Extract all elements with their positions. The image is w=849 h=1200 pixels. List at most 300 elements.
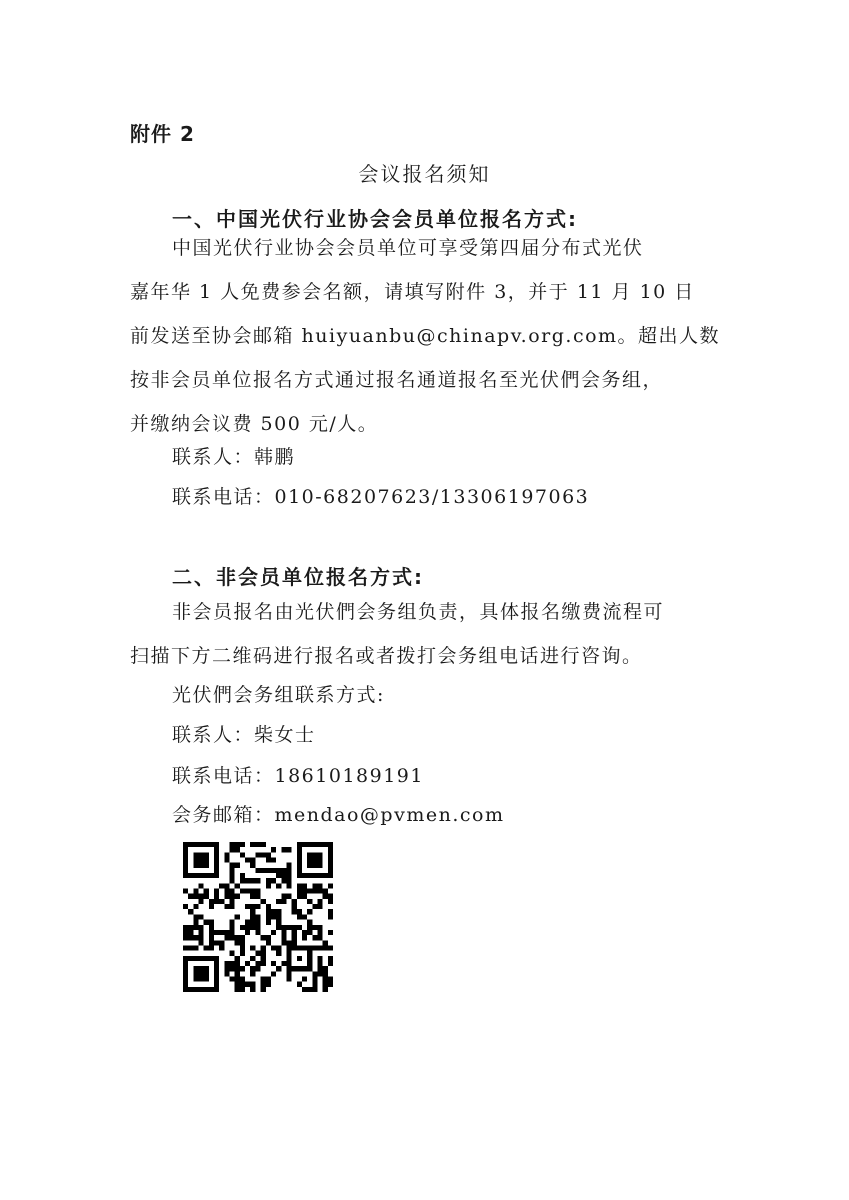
qr-module [250,945,255,950]
qr-module [276,951,281,956]
qr-module [204,873,209,878]
qr-module [271,971,276,976]
qr-module [230,904,235,909]
qr-module [261,976,266,981]
qr-module [286,951,291,956]
qr-module [230,966,235,971]
qr-module [230,847,235,852]
qr-module [297,863,302,868]
qr-module [214,842,219,847]
qr-module [199,966,204,971]
qr-module [302,935,307,940]
qr-module [255,914,260,919]
qr-module [261,852,266,857]
qr-module [183,956,188,961]
qr-module [230,899,235,904]
qr-module [323,945,328,950]
qr-module [250,904,255,909]
qr-module [297,914,302,919]
qr-module [250,894,255,899]
qr-module [271,909,276,914]
qr-module [271,930,276,935]
qr-module [317,956,322,961]
qr-module [209,987,214,992]
qr-module [204,976,209,981]
qr-module [271,858,276,863]
section-2-contact-title: 光伏們会务组联系方式: [172,684,385,706]
qr-module [224,858,229,863]
qr-module [230,863,235,868]
qr-module [188,945,193,950]
qr-module [214,930,219,935]
qr-module [245,878,250,883]
qr-module [204,987,209,992]
page-title: 会议报名须知 [358,162,491,186]
qr-module [219,940,224,945]
qr-module [224,930,229,935]
qr-module [276,883,281,888]
qr-module [281,878,286,883]
qr-module [255,852,260,857]
qr-module [183,852,188,857]
qr-module [240,940,245,945]
qr-module [292,909,297,914]
qr-module [312,925,317,930]
qr-module [261,842,266,847]
qr-module [193,920,198,925]
qr-module [250,987,255,992]
qr-module [328,914,333,919]
qr-module [281,868,286,873]
qr-module [230,873,235,878]
qr-module [266,852,271,857]
qr-module [235,966,240,971]
qr-module [209,873,214,878]
qr-module [317,883,322,888]
qr-module [209,842,214,847]
qr-module [323,976,328,981]
qr-module [235,863,240,868]
qr-module [230,935,235,940]
qr-module [193,873,198,878]
qr-module [255,878,260,883]
qr-module [328,852,333,857]
section-2-contact-email: 会务邮箱：mendao@pvmen.com [172,804,505,826]
qr-module [235,987,240,992]
section-2-contact-phone: 联系电话：18610189191 [172,765,424,787]
qr-module [199,863,204,868]
qr-module [199,976,204,981]
qr-module [204,842,209,847]
qr-module [323,987,328,992]
qr-module [204,920,209,925]
paragraph-line: 前发送至协会邮箱 huiyuanbu@chinapv.org.com。超出人数 [130,325,721,347]
qr-module [193,914,198,919]
qr-module [266,883,271,888]
qr-module [209,935,214,940]
qr-module [297,847,302,852]
qr-module [188,956,193,961]
qr-module [230,894,235,899]
qr-module [286,894,291,899]
qr-module [261,951,266,956]
qr-module [312,945,317,950]
qr-module [209,899,214,904]
qr-module [317,904,322,909]
qr-module [261,899,266,904]
qr-module [276,925,281,930]
qr-module [271,847,276,852]
qr-module [307,956,312,961]
qr-module [286,956,291,961]
qr-module [255,868,260,873]
qr-module [307,920,312,925]
qr-module [312,935,317,940]
qr-module [307,852,312,857]
qr-module [250,971,255,976]
qr-module [235,971,240,976]
qr-module [214,987,219,992]
qr-module [224,904,229,909]
qr-module [214,894,219,899]
qr-module [183,971,188,976]
qr-module [286,940,291,945]
qr-module [193,842,198,847]
qr-module [250,858,255,863]
qr-module [224,971,229,976]
qr-module [281,873,286,878]
qr-module [302,883,307,888]
section-2-paragraph [130,590,717,678]
qr-module [209,945,214,950]
qr-module [286,868,291,873]
qr-module [235,940,240,945]
qr-module [312,858,317,863]
qr-module [188,925,193,930]
qr-module [245,904,250,909]
qr-module [292,899,297,904]
qr-module [312,971,317,976]
paragraph-line: 中国光伏行业协会会员单位可享受第四届分布式光伏 [172,237,644,259]
qr-module [266,982,271,987]
section-1-contact-phone: 联系电话：010-68207623/13306197063 [172,486,590,508]
qr-module [214,976,219,981]
qr-module [193,894,198,899]
qr-module [193,925,198,930]
qr-module [235,842,240,847]
qr-module [328,982,333,987]
qr-module [297,873,302,878]
qr-module [214,858,219,863]
qr-module [219,883,224,888]
qr-module [183,847,188,852]
qr-module [271,868,276,873]
qr-module [235,847,240,852]
qr-module [297,842,302,847]
qr-module [297,945,302,950]
qr-module [281,894,286,899]
qr-module [328,883,333,888]
qr-module [214,863,219,868]
qr-module [271,945,276,950]
qr-module [245,961,250,966]
qr-module [245,930,250,935]
qr-module [193,889,198,894]
qr-module [240,842,245,847]
qr-module [312,883,317,888]
qr-module [235,961,240,966]
qr-module [328,868,333,873]
qr-module [317,961,322,966]
qr-module [250,925,255,930]
qr-module [266,920,271,925]
qr-module [224,966,229,971]
qr-module [312,987,317,992]
qr-module [250,889,255,894]
qr-module [323,971,328,976]
attachment-label: 附件 2 [130,122,195,146]
qr-module [188,842,193,847]
qr-module [271,878,276,883]
qr-module [307,858,312,863]
qr-module [204,966,209,971]
qr-module [328,899,333,904]
qr-module [240,987,245,992]
qr-module [276,966,281,971]
qr-module [230,889,235,894]
qr-module [302,987,307,992]
qr-module [323,940,328,945]
qr-module [240,878,245,883]
qr-module [224,935,229,940]
qr-module [317,945,322,950]
qr-module [199,925,204,930]
qr-module [292,935,297,940]
qr-module [271,961,276,966]
qr-module [328,873,333,878]
qr-module [317,863,322,868]
qr-module [214,966,219,971]
qr-module [230,930,235,935]
qr-module [286,976,291,981]
qr-module [307,945,312,950]
qr-module [323,982,328,987]
qr-module [235,976,240,981]
qr-module [261,956,266,961]
qr-module [328,863,333,868]
qr-module [261,868,266,873]
qr-module [302,894,307,899]
qr-module [261,935,266,940]
paragraph-line: 非会员报名由光伏們会务组负责，具体报名缴费流程可 [172,601,665,623]
qr-module [317,873,322,878]
qr-module [214,899,219,904]
qr-module [323,966,328,971]
qr-module [297,883,302,888]
qr-module [292,966,297,971]
qr-module [255,894,260,899]
qr-module [276,945,281,950]
qr-module [193,863,198,868]
qr-module [183,868,188,873]
qr-module [307,930,312,935]
qr-module [255,961,260,966]
qr-module [214,982,219,987]
paragraph-line: 按非会员单位报名方式通过报名通道报名至光伏們会务组， [130,369,664,391]
qr-module [245,889,250,894]
qr-module [297,894,302,899]
qr-module [183,935,188,940]
qr-module [302,930,307,935]
qr-module [240,925,245,930]
qr-module [261,982,266,987]
qr-module [276,868,281,873]
qr-module [199,914,204,919]
qr-module [323,873,328,878]
qr-module [261,961,266,966]
qr-module [199,899,204,904]
qr-module [307,966,312,971]
qr-module [183,873,188,878]
qr-module [297,909,302,914]
qr-module [199,883,204,888]
qr-module [266,976,271,981]
qr-module [193,966,198,971]
qr-module [286,847,291,852]
section-1-heading: 一、中国光伏行业协会会员单位报名方式: [172,207,578,231]
qr-module [188,935,193,940]
qr-module [317,899,322,904]
qr-module [204,894,209,899]
qr-module [235,982,240,987]
qr-module [199,956,204,961]
qr-module [250,982,255,987]
qr-module [199,852,204,857]
qr-module [188,909,193,914]
qr-module [230,961,235,966]
qr-module [183,904,188,909]
qr-module [245,982,250,987]
qr-module [188,894,193,899]
qr-module [199,940,204,945]
qr-module [214,971,219,976]
qr-module [266,935,271,940]
qr-module [193,956,198,961]
qr-module [250,920,255,925]
qr-module [286,945,291,950]
qr-module [261,987,266,992]
qr-module [199,971,204,976]
qr-module [214,852,219,857]
qr-module [235,956,240,961]
qr-module [328,894,333,899]
qr-module [317,930,322,935]
qr-module [219,899,224,904]
qr-module [328,858,333,863]
qr-module [307,873,312,878]
qr-module [240,945,245,950]
qr-module [204,945,209,950]
qr-module [188,873,193,878]
qr-module [183,863,188,868]
qr-module [188,930,193,935]
qr-module [250,966,255,971]
qr-module [297,868,302,873]
qr-module [183,925,188,930]
qr-module [286,873,291,878]
qr-module [245,920,250,925]
qr-module [281,935,286,940]
qr-module [204,863,209,868]
qr-module [328,976,333,981]
qr-module [199,858,204,863]
qr-module [183,945,188,950]
qr-module [193,852,198,857]
qr-module [302,873,307,878]
qr-module [286,966,291,971]
qr-module [183,889,188,894]
section-2-heading: 二、非会员单位报名方式: [172,565,424,589]
qr-module [312,852,317,857]
qr-module [297,956,302,961]
qr-module [317,971,322,976]
qr-module [255,889,260,894]
qr-module [297,925,302,930]
qr-module [199,873,204,878]
section-1-paragraph [130,226,721,446]
qr-module [193,976,198,981]
qr-module [199,842,204,847]
qr-module [292,904,297,909]
qr-module [193,935,198,940]
qr-module [250,863,255,868]
qr-module [250,842,255,847]
qr-module [276,909,281,914]
qr-module [312,982,317,987]
qr-module [312,842,317,847]
qr-module [183,858,188,863]
qr-module [199,935,204,940]
qr-module [214,889,219,894]
qr-module [276,920,281,925]
qr-module [328,945,333,950]
qr-module [328,842,333,847]
qr-module [193,971,198,976]
qr-module [230,920,235,925]
qr-module [255,930,260,935]
qr-module [240,951,245,956]
qr-code-icon[interactable] [183,842,333,992]
qr-module [271,914,276,919]
qr-module [255,925,260,930]
qr-module [209,956,214,961]
section-2-contact-person: 联系人：柴女士 [172,724,316,746]
qr-module [307,961,312,966]
qr-module [209,930,214,935]
qr-module [219,945,224,950]
qr-module [230,842,235,847]
qr-module [240,976,245,981]
qr-module [276,914,281,919]
qr-module [209,925,214,930]
qr-module [261,945,266,950]
qr-module [302,945,307,950]
qr-module [183,842,188,847]
qr-module [199,894,204,899]
qr-module [297,858,302,863]
qr-module [328,930,333,935]
qr-module [307,909,312,914]
